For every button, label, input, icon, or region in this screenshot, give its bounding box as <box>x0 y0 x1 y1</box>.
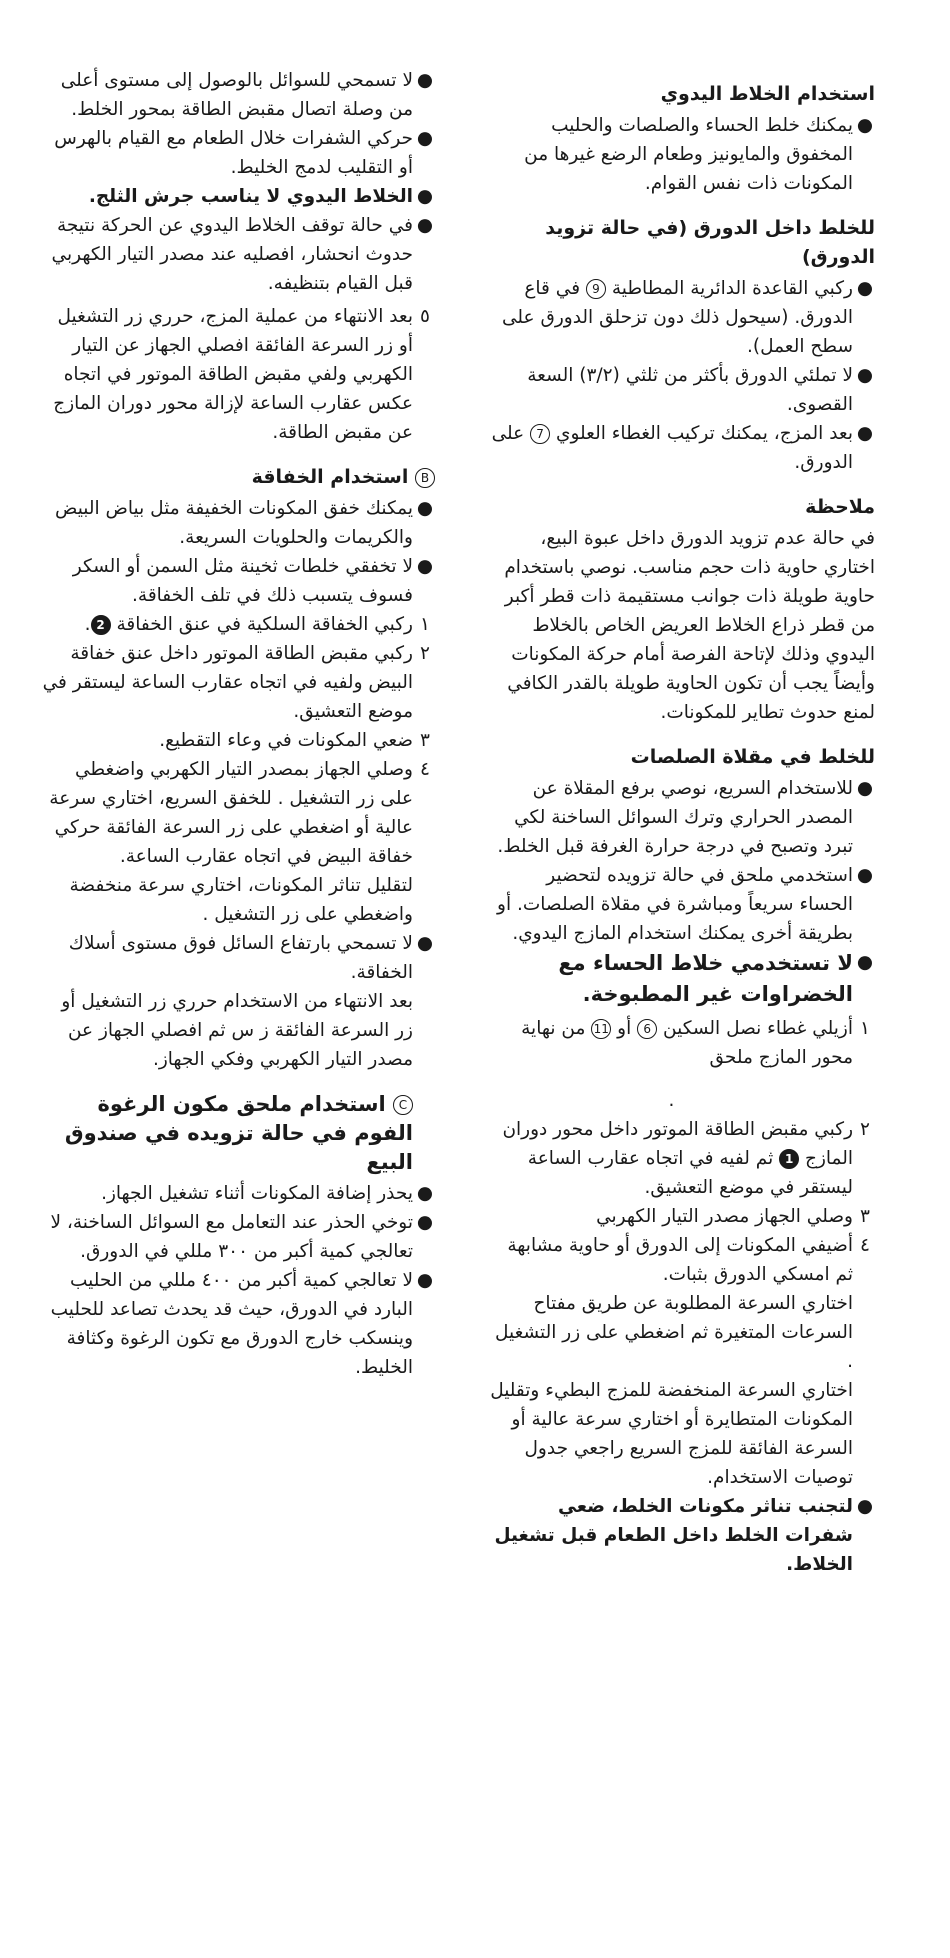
bullet-icon: ● <box>856 423 874 444</box>
list-item: ● لا تسمحي للسوائل بالوصول إلى مستوى أعلى من وصلة اتصال مقبض الطاقة بمحور الخلط. <box>40 66 435 124</box>
heading-whisk: B استخدام الخفاقة <box>40 463 435 492</box>
bullet-icon: ● <box>416 1212 434 1233</box>
step-item: ١ أزيلي غطاء نصل السكين 6 أو 11 من نهاية محور المازج ملحق . <box>490 1014 875 1115</box>
bullet-icon: ● <box>856 365 874 386</box>
part-number-icon: 6 <box>637 1019 657 1039</box>
warning-item: ● لتجنب تناثر مكونات الخلط، ضعي شفرات الخلط داخل الطعام قبل تشغيل الخلاط. <box>490 1492 875 1579</box>
bullet-icon: ● <box>416 1270 434 1291</box>
step-item: ٤ أضيفي المكونات إلى الدورق أو حاوية مشابهة ثم امسكي الدورق بثبات. اختاري السرعة المطلوبة عن طريق مفتاح السرعات المتغيرة ثم اضغطي على زر التشغيل . اختاري السرعة المنخفضة للمزج البطيء وتقليل المكونات المتطايرة أو اختاري سرعة عالية أو السرعة الفائقة للمزج السريع راجعي جدول توصيات الاستخدام. <box>490 1231 875 1492</box>
step-item: ٢ ركبي مقبض الطاقة الموتور داخل عنق خفاقة البيض ولفيه في اتجاه عقارب الساعة ليستقر في موضع التعشيق. <box>40 639 435 726</box>
heading-beaker: للخلط داخل الدورق (في حالة تزويد الدورق) <box>545 217 875 268</box>
bullet-icon: ● <box>856 778 874 799</box>
step-number: ٥ <box>420 306 430 327</box>
bullet-icon: ● <box>416 1183 434 1204</box>
bullet-icon: ● <box>416 498 434 519</box>
note-text: في حالة عدم تزويد الدورق داخل عبوة البيع، اختاري حاوية ذات حجم مناسب. نوصي باستخدام حاوية طويلة ذات جوانب مستقيمة ذات قطر أكبر من قطر ذراع الخلاط العريض الخاص بالخلاط اليدوي وذلك لإتاحة الفرصة أمام حركة المكونات وأيضاً يجب أن تكون الحاوية طويلة بالقدر الكافي لمنع حدوث تطاير للمكونات. <box>504 528 875 723</box>
step-item: ٣ ضعي المكونات في وعاء التقطيع. <box>40 726 435 755</box>
step-item: ١ ركبي الخفاقة السلكية في عنق الخفاقة 2. <box>40 610 435 639</box>
section-letter-icon: B <box>415 468 435 488</box>
heading-hand-blender: استخدام الخلاط اليدوي <box>660 83 875 105</box>
bullet-icon: ● <box>416 186 434 207</box>
right-column <box>490 72 875 1579</box>
warning-item: ● لا تستخدمي خلاط الحساء مع الخضراوات غير المطبوخة. <box>490 948 875 1010</box>
bullet-icon: ● <box>416 933 434 954</box>
bullet-icon: ● <box>856 865 874 886</box>
bullet-icon: ● <box>856 952 874 973</box>
list-item: ● استخدمي ملحق في حالة تزويده لتحضير الحساء سريعاً ومباشرة في مقلاة الصلصات. أو بطريقة أخرى يمكنك استخدام المازج اليدوي. <box>490 861 875 948</box>
bullet-icon: ● <box>856 278 874 299</box>
bullet-icon: ● <box>856 1496 874 1517</box>
bullet-icon: ● <box>416 70 434 91</box>
left-column <box>40 66 435 1382</box>
heading-frother: C استخدام ملحق مكون الرغوة الفوم في حالة تزويده في صندوق البيع <box>64 1092 413 1174</box>
step-item: ٣ وصلي الجهاز مصدر التيار الكهربي <box>490 1202 875 1231</box>
list-item: ● حركي الشفرات خلال الطعام مع القيام بالهرس أو التقليب لدمج الخليط. <box>40 124 435 182</box>
step-number: ٣ <box>860 1206 870 1227</box>
list-item: ● ركبي القاعدة الدائرية المطاطية 9 في قاع الدورق. (سيحول ذلك دون تزحلق الدورق على سطح العمل). <box>490 274 875 361</box>
list-item: ● لا تسمحي بارتفاع السائل فوق مستوى أسلاك الخفاقة. <box>40 929 435 987</box>
step-number: ٢ <box>420 643 430 664</box>
bullet-icon: ● <box>856 115 874 136</box>
list-item: ● لا تعالجي كمية أكبر من ٤٠٠ مللي من الحليب البارد في الدورق، حيث قد يحدث تصاعد للحليب وينسكب خارج الدورق مع تكون الرغوة وكثافة الخليط. <box>40 1266 435 1382</box>
warning-item: ● الخلاط اليدوي لا يناسب جرش الثلج. <box>40 182 435 211</box>
step-number: ١ <box>420 614 430 635</box>
list-item: ● في حالة توقف الخلاط اليدوي عن الحركة نتيجة حدوث انحشار، افصليه عند مصدر التيار الكهربي قبل القيام بتنظيفه. <box>40 211 435 298</box>
list-item: ● بعد المزج، يمكنك تركيب الغطاء العلوي 7 على الدورق. <box>490 419 875 477</box>
part-number-icon: 2 <box>91 615 111 635</box>
part-number-icon: 9 <box>586 279 606 299</box>
part-number-icon: 7 <box>530 424 550 444</box>
bullet-icon: ● <box>416 215 434 236</box>
step-number: ٢ <box>860 1119 870 1140</box>
step-item: ٥ بعد الانتهاء من عملية المزج، حرري زر التشغيل أو زر السرعة الفائقة افصلي الجهاز عن التيار الكهربي ولفي مقبض الطاقة الموتور في اتجاه عكس عقارب الساعة لإزالة محور دوران المازج عن مقبض الطاقة. <box>40 302 435 447</box>
heading-note: ملاحظة <box>805 496 875 518</box>
list-item: ● لا تخفقي خلطات ثخينة مثل السمن أو السكر فسوف يتسبب ذلك في تلف الخفاقة. <box>40 552 435 610</box>
section-letter-icon: C <box>393 1095 413 1115</box>
step-number: ٤ <box>420 759 430 780</box>
step-number: ٤ <box>860 1235 870 1256</box>
whisk-after-text: بعد الانتهاء من الاستخدام حرري زر التشغيل أو زر السرعة الفائقة ز س ثم افصلي الجهاز عن مصدر التيار الكهربي وفكي الجهاز. <box>61 991 413 1070</box>
bullet-icon: ● <box>416 556 434 577</box>
step-item: ٤ وصلي الجهاز بمصدر التيار الكهربي واضغطي على زر التشغيل . للخفق السريع، اختاري سرعة عالية أو اضغطي على زر السرعة الفائقة حركي خفاقة البيض في اتجاه عقارب الساعة. لتقليل تناثر المكونات، اختاري سرعة منخفضة واضغطي على زر التشغيل . <box>40 755 435 929</box>
bullet-icon: ● <box>416 128 434 149</box>
step-number: ١ <box>860 1018 870 1039</box>
list-item: ● يحذر إضافة المكونات أثناء تشغيل الجهاز. <box>40 1179 435 1208</box>
list-item: ● لا تملئي الدورق بأكثر من ثلثي (٣/٢) السعة القصوى. <box>490 361 875 419</box>
list-item: ● للاستخدام السريع، نوصي برفع المقلاة عن المصدر الحراري وترك السوائل الساخنة لكي تبرد وتصبح في درجة حرارة الغرفة قبل الخلط. <box>490 774 875 861</box>
list-item: ● يمكنك خلط الحساء والصلصات والحليب المخفوق والمايونيز وطعام الرضع غيرها من المكونات ذات نفس القوام. <box>490 111 875 198</box>
list-item: ● يمكنك خفق المكونات الخفيفة مثل بياض البيض والكريمات والحلويات السريعة. <box>40 494 435 552</box>
step-number: ٣ <box>420 730 430 751</box>
heading-saucepan: للخلط في مقلاة الصلصات <box>630 746 875 768</box>
list-item: ● توخي الحذر عند التعامل مع السوائل الساخنة، لا تعالجي كمية أكبر من ٣٠٠ مللي في الدورق. <box>40 1208 435 1266</box>
part-number-icon: 1 <box>779 1149 799 1169</box>
part-number-icon: 11 <box>591 1019 611 1039</box>
step-item: ٢ ركبي مقبض الطاقة الموتور داخل محور دوران المازج 1 ثم لفيه في اتجاه عقارب الساعة ليستقر في موضع التعشيق. <box>490 1115 875 1202</box>
